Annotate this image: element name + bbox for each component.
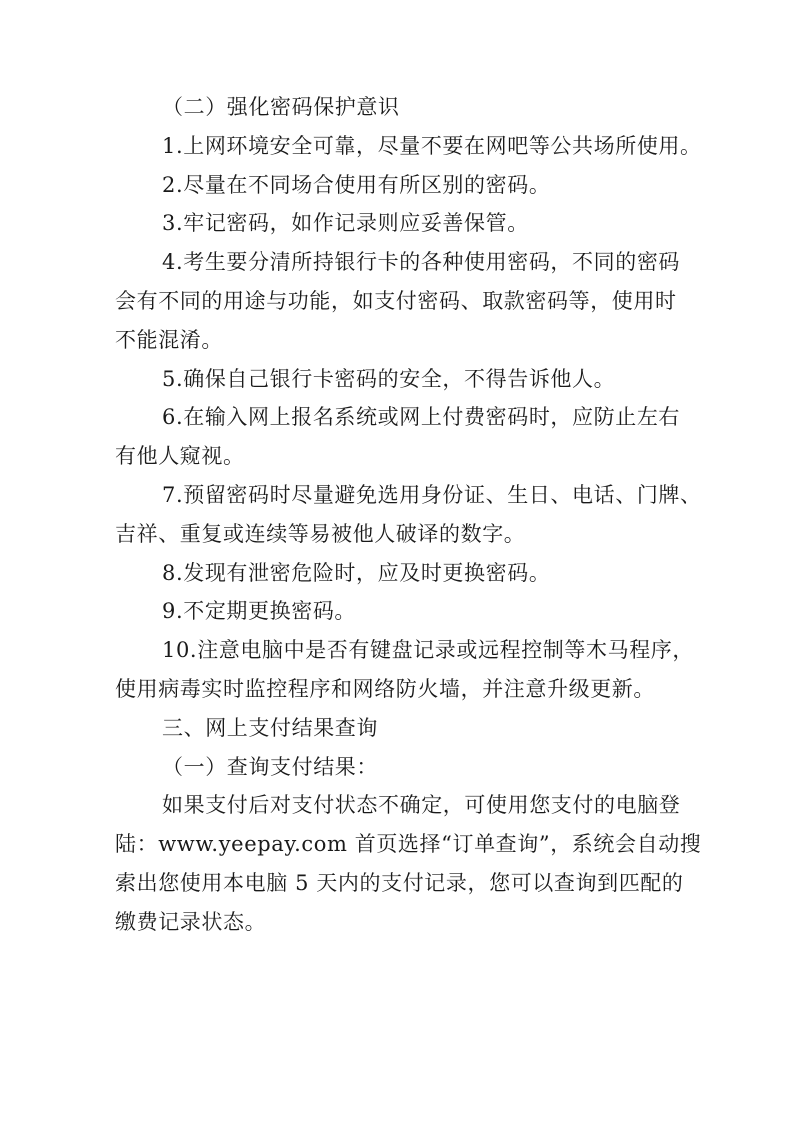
paragraph-line: 5.确保自己银行卡密码的安全，不得告诉他人。 <box>162 366 616 391</box>
paragraph-line: 10.注意电脑中是否有键盘记录或远程控制等木马程序， <box>162 638 694 663</box>
paragraph-line: 9.不定期更换密码。 <box>162 599 357 624</box>
paragraph-line: 陆：www.yeepay.com 首页选择“订单查询”，系统会自动搜 <box>115 832 702 857</box>
paragraph-line: 缴费记录状态。 <box>115 909 267 934</box>
paragraph-line: 索出您使用本电脑 5 天内的支付记录，您可以查询到匹配的 <box>115 870 684 895</box>
document-body <box>115 88 705 942</box>
paragraph-line: 3.牢记密码，如作记录则应妥善保管。 <box>162 211 529 236</box>
paragraph-line: 2.尽量在不同场合使用有所区别的密码。 <box>162 172 551 197</box>
paragraph-line: 会有不同的用途与功能，如支付密码、取款密码等，使用时 <box>115 288 677 313</box>
paragraph-line: 使用病毒实时监控程序和网络防火墙，并注意升级更新。 <box>115 676 655 701</box>
paragraph-line: 吉祥、重复或连续等易被他人破译的数字。 <box>115 521 526 546</box>
paragraph-line: 4.考生要分清所持银行卡的各种使用密码，不同的密码 <box>162 250 681 275</box>
section-heading-password-protection: （二）强化密码保护意识 <box>162 95 400 119</box>
paragraph-line: 7.预留密码时尽量避免选用身份证、生日、电话、门牌、 <box>162 482 702 507</box>
subsection-heading-query-result: （一）查询支付结果： <box>162 754 378 779</box>
section-heading-payment-query: 三、网上支付结果查询 <box>162 715 378 740</box>
paragraph-line: 如果支付后对支付状态不确定，可使用您支付的电脑登 <box>162 793 681 818</box>
paragraph-line: 6.在输入网上报名系统或网上付费密码时，应防止左右 <box>162 405 681 430</box>
paragraph-line: 不能混淆。 <box>115 327 223 352</box>
paragraph-line: 1.上网环境安全可靠，尽量不要在网吧等公共场所使用。 <box>162 133 702 158</box>
paragraph-line: 8.发现有泄密危险时，应及时更换密码。 <box>162 560 551 585</box>
paragraph-line: 有他人窥视。 <box>115 444 245 469</box>
